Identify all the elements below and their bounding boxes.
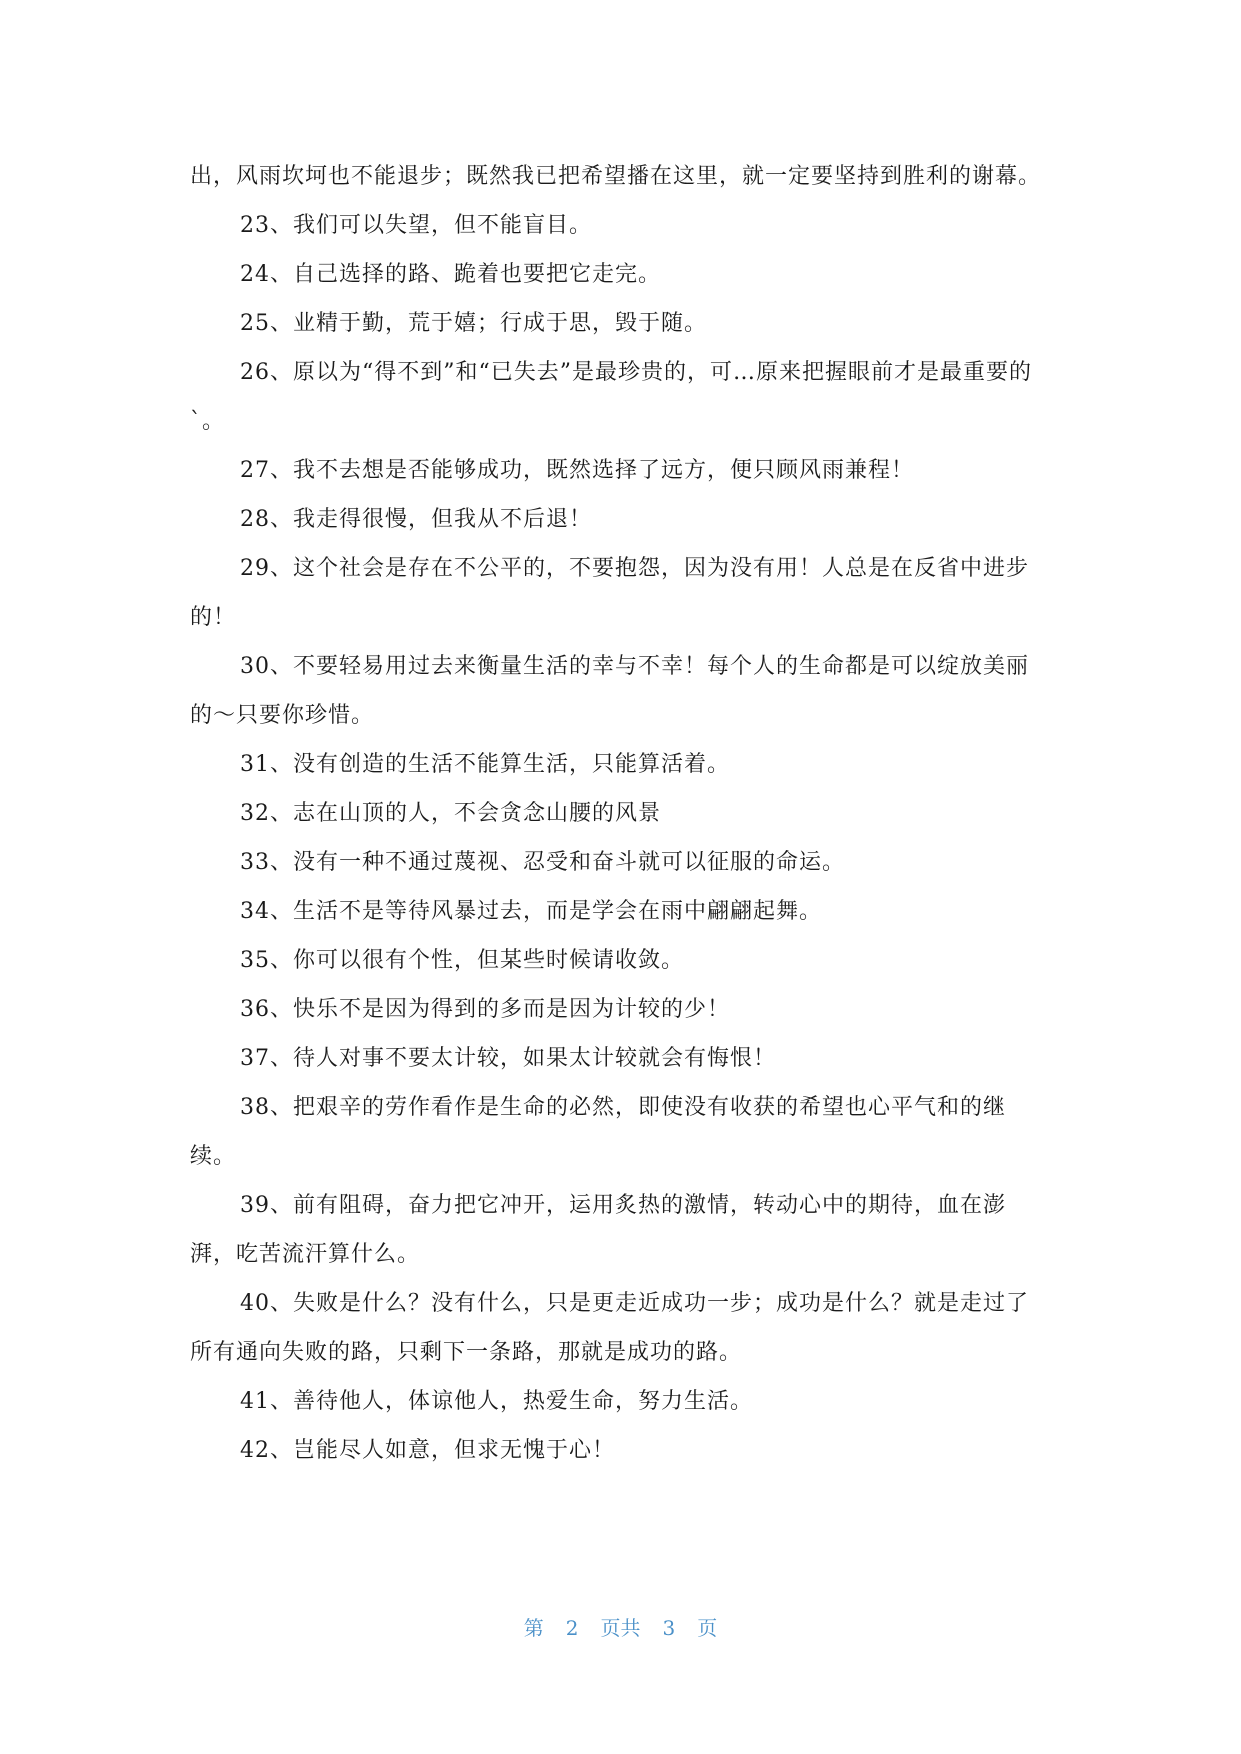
- paragraph-item-42: 42、岂能尽人如意，但求无愧于心！: [240, 1438, 615, 1463]
- paragraph-item-26: 26、原以为“得不到”和“已失去”是最珍贵的，可…原来把握眼前才是最重要的`。: [190, 360, 1032, 434]
- footer-middle: 页共: [600, 1616, 641, 1640]
- paragraph-item-34: 34、生活不是等待风暴过去，而是学会在雨中翩翩起舞。: [240, 899, 822, 924]
- paragraph-item-40: 40、失败是什么？没有什么，只是更走近成功一步；成功是什么？就是走过了所有通向失败的路，只剩下一条路，那就是成功的路。: [190, 1291, 1029, 1365]
- footer-prefix: 第: [523, 1616, 544, 1640]
- footer-total-pages: 3: [662, 1616, 676, 1640]
- paragraph-item-29: 29、这个社会是存在不公平的，不要抱怨，因为没有用！人总是在反省中进步的！: [190, 556, 1029, 630]
- paragraph-item-36: 36、快乐不是因为得到的多而是因为计较的少！: [240, 997, 730, 1022]
- paragraph-item-37: 37、待人对事不要太计较，如果太计较就会有悔恨！: [240, 1046, 776, 1071]
- footer-current-page: 2: [565, 1616, 579, 1640]
- paragraph-continuation: 出，风雨坎坷也不能退步；既然我已把希望播在这里，就一定要坚持到胜利的谢幕。: [190, 164, 1042, 189]
- paragraph-item-31: 31、没有创造的生活不能算生活，只能算活着。: [240, 752, 730, 777]
- page-footer: [0, 1612, 1241, 1641]
- paragraph-item-25: 25、业精于勤，荒于嬉；行成于思，毁于随。: [240, 311, 707, 336]
- paragraph-item-30: 30、不要轻易用过去来衡量生活的幸与不幸！每个人的生命都是可以绽放美丽的～只要你珍惜。: [190, 654, 1029, 728]
- paragraph-item-39: 39、前有阻碍，奋力把它冲开，运用炙热的激情，转动心中的期待，血在澎湃，吃苦流汗算什么。: [190, 1193, 1006, 1267]
- document-body: [190, 152, 1050, 1475]
- paragraph-item-28: 28、我走得很慢，但我从不后退！: [240, 507, 592, 532]
- paragraph-item-27: 27、我不去想是否能够成功，既然选择了远方，便只顾风雨兼程！: [240, 458, 914, 483]
- paragraph-item-35: 35、你可以很有个性，但某些时候请收敛。: [240, 948, 684, 973]
- paragraph-item-38: 38、把艰辛的劳作看作是生命的必然，即使没有收获的希望也心平气和的继续。: [190, 1095, 1006, 1169]
- paragraph-item-33: 33、没有一种不通过蔑视、忍受和奋斗就可以征服的命运。: [240, 850, 845, 875]
- footer-suffix: 页: [697, 1616, 718, 1640]
- paragraph-item-41: 41、善待他人，体谅他人，热爱生命，努力生活。: [240, 1389, 753, 1414]
- paragraph-item-32: 32、志在山顶的人，不会贪念山腰的风景: [240, 801, 661, 826]
- paragraph-item-23: 23、我们可以失望，但不能盲目。: [240, 213, 592, 238]
- paragraph-item-24: 24、自己选择的路、跪着也要把它走完。: [240, 262, 661, 287]
